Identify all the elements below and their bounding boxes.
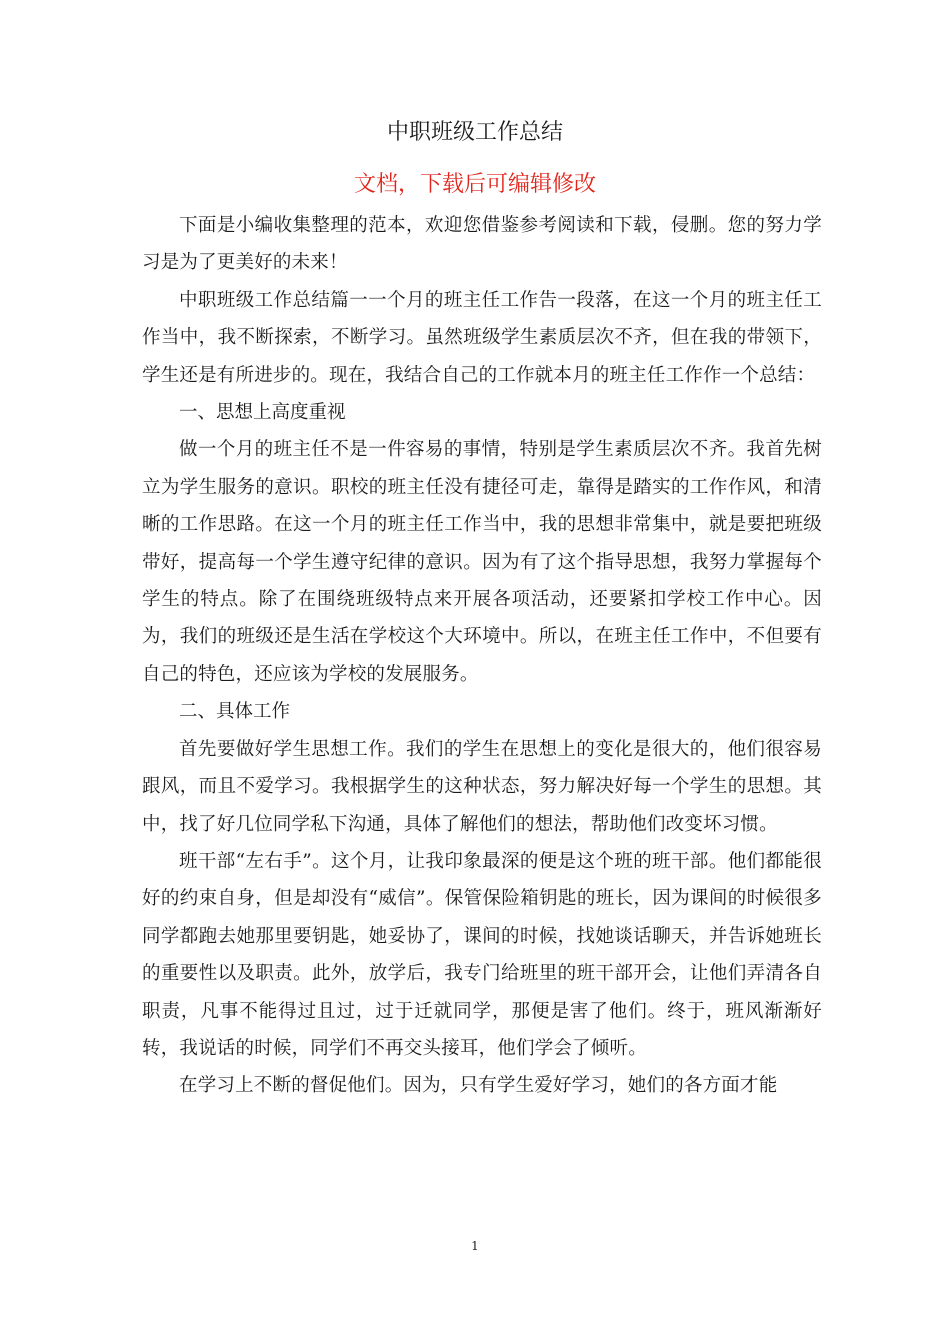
paragraph-section-1: 做一个月的班主任不是一件容易的事情，特别是学生素质层次不齐。我首先树立为学生服务的意识。职校的班主任没有捷径可走，靠得是踏实的工作作风，和清晰的工作思路。在这一个月的班主任工作当中，我的思想非常集中，就是要把班级带好，提高每一个学生遵守纪律的意识。因为有了这个指导思想，我努力掌握每个学生的特点。除了在围绕班级特点来开展各项活动，还要紧扣学校工作中心。因为，我们的班级还是生活在学校这个大环境中。所以，在班主任工作中，不但要有自己的特色，还应该为学校的发展服务。 — [142, 439, 822, 685]
page-number: 1 — [471, 1239, 479, 1253]
paragraph-student-thoughts: 首先要做好学生思想工作。我们的学生在思想上的变化是很大的，他们很容易跟风，而且不爱学习。我根据学生的这种状态，努力解决好每一个学生的思想。其中，找了好几位同学私下沟通，具体了解他们的想法，帮助他们改变坏习惯。 — [142, 738, 822, 835]
document-subtitle: 文档，下载后可编辑修改 — [353, 172, 596, 197]
paragraph-summary-opening: 中职班级工作总结篇一一个月的班主任工作告一段落，在这一个月的班主任工作当中，我不断探索，不断学习。虽然班级学生素质层次不齐，但在我的带领下，学生还是有所进步的。现在，我结合自己的工作就本月的班主任工作作一个总结： — [142, 289, 822, 386]
paragraph-study: 在学习上不断的督促他们。因为，只有学生爱好学习，她们的各方面才能 — [179, 1075, 778, 1097]
document-title: 中职班级工作总结 — [386, 120, 563, 145]
section-heading-1: 一、思想上高度重视 — [179, 402, 346, 424]
section-heading-2: 二、具体工作 — [179, 701, 291, 723]
document-body — [142, 207, 822, 1105]
paragraph-intro: 下面是小编收集整理的范本，欢迎您借鉴参考阅读和下载，侵删。您的努力学习是为了更美好的未来！ — [142, 215, 822, 274]
paragraph-class-leaders: 班干部“左右手”。这个月，让我印象最深的便是这个班的班干部。他们都能很好的约束自身，但是却没有“威信”。保管保险箱钥匙的班长，因为课间的时候很多同学都跑去她那里要钥匙，她妥协了，课间的时候，找她谈话聊天，并告诉她班长的重要性以及职责。此外，放学后，我专门给班里的班干部开会，让他们弄清各自职责，凡事不能得过且过，过于迁就同学，那便是害了他们。终于，班风渐渐好转，我说话的时候，同学们不再交头接耳，他们学会了倾听。 — [142, 850, 822, 1059]
